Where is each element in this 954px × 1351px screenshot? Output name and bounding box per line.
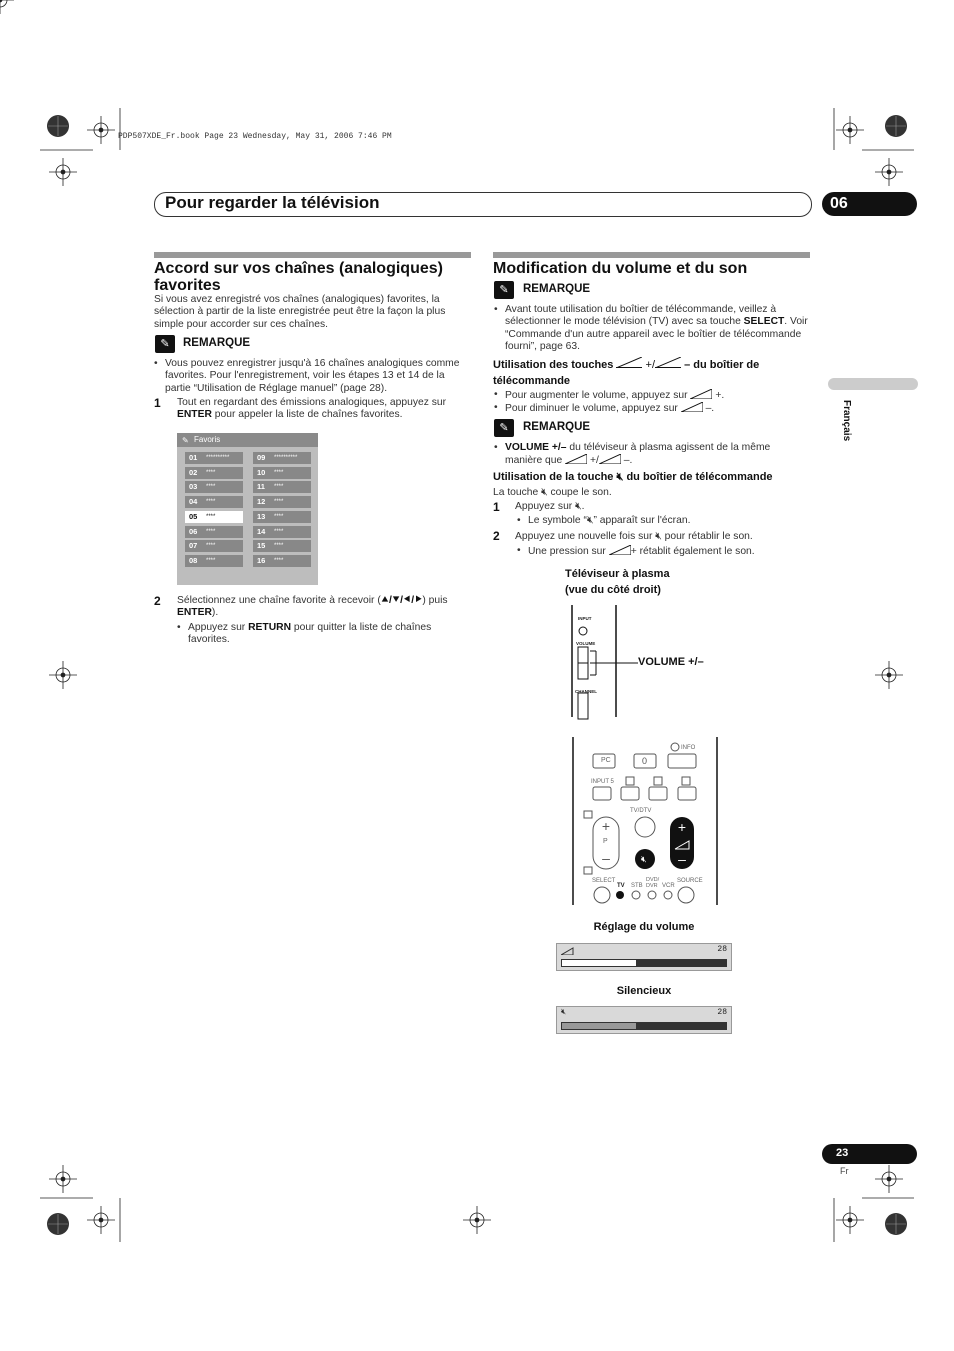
tv-volume-label: VOLUME xyxy=(576,641,596,646)
note-icon: ✎ xyxy=(155,335,175,353)
step-number: 1 xyxy=(154,396,161,410)
subheading-mute-b: du boîtier de télécommande xyxy=(623,471,773,483)
favorite-channel-item[interactable] xyxy=(253,540,311,552)
caption-mute: Silencieux xyxy=(616,985,672,997)
channel-name: **** xyxy=(206,484,216,491)
step-2-text xyxy=(177,595,471,620)
remote-select-label: SELECT xyxy=(592,878,616,884)
volume-icon xyxy=(565,454,587,463)
page-language: Fr xyxy=(840,1166,849,1176)
channel-name: **** xyxy=(274,469,284,476)
mute-icon: 🔇︎ xyxy=(561,1007,567,1016)
step-2-text-a: Sélectionnez une chaîne favorite à recevoir ( xyxy=(177,595,381,606)
mute-step-2-bullet xyxy=(528,545,810,558)
channel-number: 03 xyxy=(189,482,198,492)
channel-number: 02 xyxy=(189,467,198,477)
channel-number: 13 xyxy=(257,511,266,521)
remote-p-label: P xyxy=(603,838,608,845)
mute-osd-fill xyxy=(562,1023,636,1029)
subheading-mute-key xyxy=(493,471,810,484)
section-heading-favorites: Accord sur vos chaînes (analogiques) favorites xyxy=(154,260,443,294)
bullet-decrease-end: –. xyxy=(702,403,715,414)
channel-number: 01 xyxy=(189,453,198,462)
channel-number: 04 xyxy=(189,497,198,507)
mute-step-2-bullet-b: + rétablit également le son. xyxy=(630,546,755,557)
step-1-text-a: Tout en regardant des émissions analogiques, appuyez sur xyxy=(177,397,447,408)
channel-number: 12 xyxy=(257,497,266,507)
pencil-icon: ✎ xyxy=(182,436,189,445)
channel-name: **** xyxy=(206,469,216,476)
favorite-channel-item[interactable] xyxy=(185,555,243,567)
step-number: 1 xyxy=(493,500,500,514)
mute-intro-b: coupe le son. xyxy=(547,487,612,498)
step-2-bullet-b: pour quitter la liste de chaînes favorites. xyxy=(188,622,432,646)
note-1-b: . Voir “Commande d'un autre appareil avec le boîtier de télécommande fourni”, page 63. xyxy=(505,316,808,352)
channel-name: **** xyxy=(274,557,284,564)
page-number: 23 xyxy=(836,1147,849,1159)
subheading-mid: +/ xyxy=(642,359,656,371)
section-heading-volume: Modification du volume et du son xyxy=(493,260,748,277)
svg-text:+: + xyxy=(601,818,611,834)
favorite-channel-item[interactable] xyxy=(253,481,311,493)
remote-info-label: INFO xyxy=(681,745,696,751)
note-2-end: –. xyxy=(620,455,633,467)
remote-input5-label: INPUT 5 xyxy=(591,779,614,785)
section-rule-right xyxy=(493,252,810,258)
svg-text:–: – xyxy=(678,851,686,867)
channel-name: **** xyxy=(274,513,284,520)
note-2-a: du téléviseur à plasma agissent de la même manière que xyxy=(505,442,771,467)
subheading-b: – du boîtier de télécommande xyxy=(493,359,760,387)
tv-input-label: INPUT xyxy=(578,616,592,621)
favorite-channel-item[interactable] xyxy=(253,526,311,538)
favorites-intro: Si vous avez enregistré vos chaînes (analogiques) favorites, la sélection à partir de la liste enregistrée peut être la façon la plus simple pour accorder sur ces chaînes. xyxy=(154,294,446,330)
step-1-text xyxy=(177,397,471,422)
mute-osd-value: 28 xyxy=(717,1008,727,1017)
favorites-panel-title: Favoris xyxy=(177,433,318,447)
mute-step-1-bullet xyxy=(528,515,810,527)
step-number: 2 xyxy=(154,594,161,608)
mute-intro-a: La touche xyxy=(493,487,542,498)
mute-icon: 🔇︎ xyxy=(541,487,548,498)
mute-step-1-bullet-a: Le symbole “ xyxy=(528,515,587,526)
favorite-channel-item[interactable] xyxy=(253,555,311,567)
favorite-channel-item[interactable] xyxy=(185,496,243,508)
subheading-mute-a: Utilisation de la touche xyxy=(493,471,617,483)
volume-osd-track xyxy=(561,959,727,967)
book-info-line: PDP507XDE_Fr.book Page 23 Wednesday, May 31, 2006 7:46 PM xyxy=(118,132,392,141)
mute-icon: 🔇︎ xyxy=(575,501,582,512)
caption-volume-adjust: Réglage du volume xyxy=(593,921,695,933)
step-2-text-b: ) puis xyxy=(422,595,448,606)
note-icon: ✎ xyxy=(494,419,514,437)
step-number: 2 xyxy=(493,529,500,543)
note-icon: ✎ xyxy=(494,281,514,299)
volume-icon xyxy=(599,454,621,463)
mute-step-2-bullet-a: Une pression sur xyxy=(528,546,609,557)
channel-name: **** xyxy=(206,543,216,550)
channel-name: ********** xyxy=(206,455,230,461)
remote-dvd-label: DVD/ DVR xyxy=(646,877,660,889)
language-tab-label: Français xyxy=(841,400,852,442)
bullet-decrease-a: Pour diminuer le volume, appuyez sur xyxy=(505,403,681,414)
note-2-bold: VOLUME +/– xyxy=(505,442,567,453)
step-2-bullet-a: Appuyez sur xyxy=(188,622,249,633)
channel-number: 06 xyxy=(189,526,198,536)
volume-icon xyxy=(561,947,575,955)
channel-number: 08 xyxy=(189,555,198,565)
favorite-channel-item[interactable] xyxy=(185,511,243,523)
note-1-text xyxy=(505,304,810,353)
bullet-increase-a: Pour augmenter le volume, appuyez sur xyxy=(505,390,691,401)
channel-number: 16 xyxy=(257,555,266,565)
mute-step-1-a: Appuyez sur xyxy=(515,501,576,512)
note-label: REMARQUE xyxy=(523,283,591,295)
volume-callout-label: VOLUME +/– xyxy=(638,656,704,668)
note-1-a: Avant toute utilisation du boîtier de télécommande, veillez à sélectionner le mode télévision (TV) avec sa touche xyxy=(505,304,777,328)
svg-text:+: + xyxy=(677,819,687,835)
subheading-a: Utilisation des touches xyxy=(493,359,617,371)
favorite-channel-item[interactable] xyxy=(185,526,243,538)
channel-name: **** xyxy=(206,528,216,535)
chapter-number: 06 xyxy=(822,192,917,216)
remote-tvdtv-label: TV/DTV xyxy=(630,808,652,814)
volume-icon xyxy=(609,545,631,554)
remote-stb-label: STB xyxy=(631,883,643,889)
bullet-increase xyxy=(505,389,810,402)
arrow-keys-icon: ⯅/⯆/⯇/⯈ xyxy=(380,595,423,606)
favorite-channel-item[interactable] xyxy=(253,496,311,508)
bullet-decrease xyxy=(505,402,810,415)
mute-icon: 🔇︎ xyxy=(586,515,594,526)
channel-number: 09 xyxy=(257,453,266,462)
tv-caption-line-1: Téléviseur à plasma xyxy=(565,568,670,580)
channel-name: **** xyxy=(274,499,284,506)
note-text: • Vous pouvez enregistrer jusqu'à 16 chaînes analogiques comme favorites. Pour l'enregistrement, voir les étapes 13 et 14 de la partie “Utilisation de Réglage manuel” (page 28). xyxy=(165,358,471,395)
mute-step-1 xyxy=(515,501,810,513)
channel-number: 14 xyxy=(257,526,266,536)
remote-vcr-label: VCR xyxy=(662,883,675,889)
channel-name: **** xyxy=(274,528,284,535)
volume-icon xyxy=(655,357,681,368)
favorite-channel-item[interactable] xyxy=(185,452,243,464)
step-1-text-b: pour appeler la liste de chaînes favorites. xyxy=(211,409,403,421)
remote-pc-label: PC xyxy=(601,757,611,764)
note-label: REMARQUE xyxy=(183,337,251,349)
tv-caption-line-2: (vue du côté droit) xyxy=(565,584,661,596)
step-1-bold: ENTER xyxy=(177,409,212,421)
note-2-mid: +/ xyxy=(587,455,599,467)
svg-text:–: – xyxy=(602,850,610,866)
remote-tv-label: TV xyxy=(617,883,625,889)
remote-source-label: SOURCE xyxy=(677,878,703,884)
channel-number: 11 xyxy=(257,482,265,492)
mute-icon: 🔇︎ xyxy=(655,531,662,542)
volume-osd-value: 28 xyxy=(717,945,727,954)
step-2-bold: ENTER xyxy=(177,607,212,619)
channel-name: **** xyxy=(274,543,284,550)
channel-number: 05 xyxy=(189,511,198,521)
note-label: REMARQUE xyxy=(523,421,591,433)
mute-intro xyxy=(493,487,810,499)
favorite-channel-item[interactable] xyxy=(253,467,311,479)
channel-name: **** xyxy=(206,513,216,520)
section-rule-left xyxy=(154,252,471,258)
mute-osd xyxy=(556,1006,732,1034)
mute-step-1-bullet-b: ” apparaît sur l'écran. xyxy=(593,515,691,526)
volume-osd xyxy=(556,943,732,971)
channel-name: **** xyxy=(274,484,284,491)
step-2-text-c: ). xyxy=(211,607,219,619)
language-tab xyxy=(828,378,918,390)
favorite-channel-item[interactable] xyxy=(253,511,311,523)
favorite-channel-item[interactable] xyxy=(185,467,243,479)
channel-name: **** xyxy=(206,499,216,506)
channel-name: **** xyxy=(206,557,216,564)
channel-number: 10 xyxy=(257,467,266,477)
mute-step-2-a: Appuyez une nouvelle fois sur xyxy=(515,531,656,542)
step-2-bullet xyxy=(188,622,471,647)
volume-icon xyxy=(681,402,703,411)
volume-icon xyxy=(690,389,712,398)
mute-step-2-b: pour rétablir le son. xyxy=(661,531,753,542)
note-2-text xyxy=(505,442,810,468)
channel-number: 07 xyxy=(189,541,198,551)
note-1-bold: SELECT xyxy=(743,316,785,328)
remote-zero-label: 0 xyxy=(642,756,648,766)
channel-name: ********** xyxy=(274,455,298,461)
mute-osd-track xyxy=(561,1022,727,1030)
subheading-volume-keys xyxy=(493,357,810,389)
mute-step-2 xyxy=(515,531,810,543)
favorite-channel-item[interactable] xyxy=(185,540,243,552)
step-2-bullet-bold: RETURN xyxy=(248,622,292,633)
favorite-channel-item[interactable] xyxy=(185,481,243,493)
channel-number: 15 xyxy=(257,541,266,551)
volume-osd-fill xyxy=(562,960,636,966)
favorite-channel-item[interactable] xyxy=(253,452,311,464)
tv-channel-label: CHANNEL xyxy=(575,689,597,694)
mute-icon: 🔇︎ xyxy=(616,471,624,483)
bullet-increase-end: +. xyxy=(712,390,725,401)
mute-step-1-b: . xyxy=(581,501,585,512)
chapter-title: Pour regarder la télévision xyxy=(165,193,380,212)
remote-mute-icon: 🔇︎ xyxy=(641,854,647,864)
volume-icon xyxy=(616,357,642,368)
